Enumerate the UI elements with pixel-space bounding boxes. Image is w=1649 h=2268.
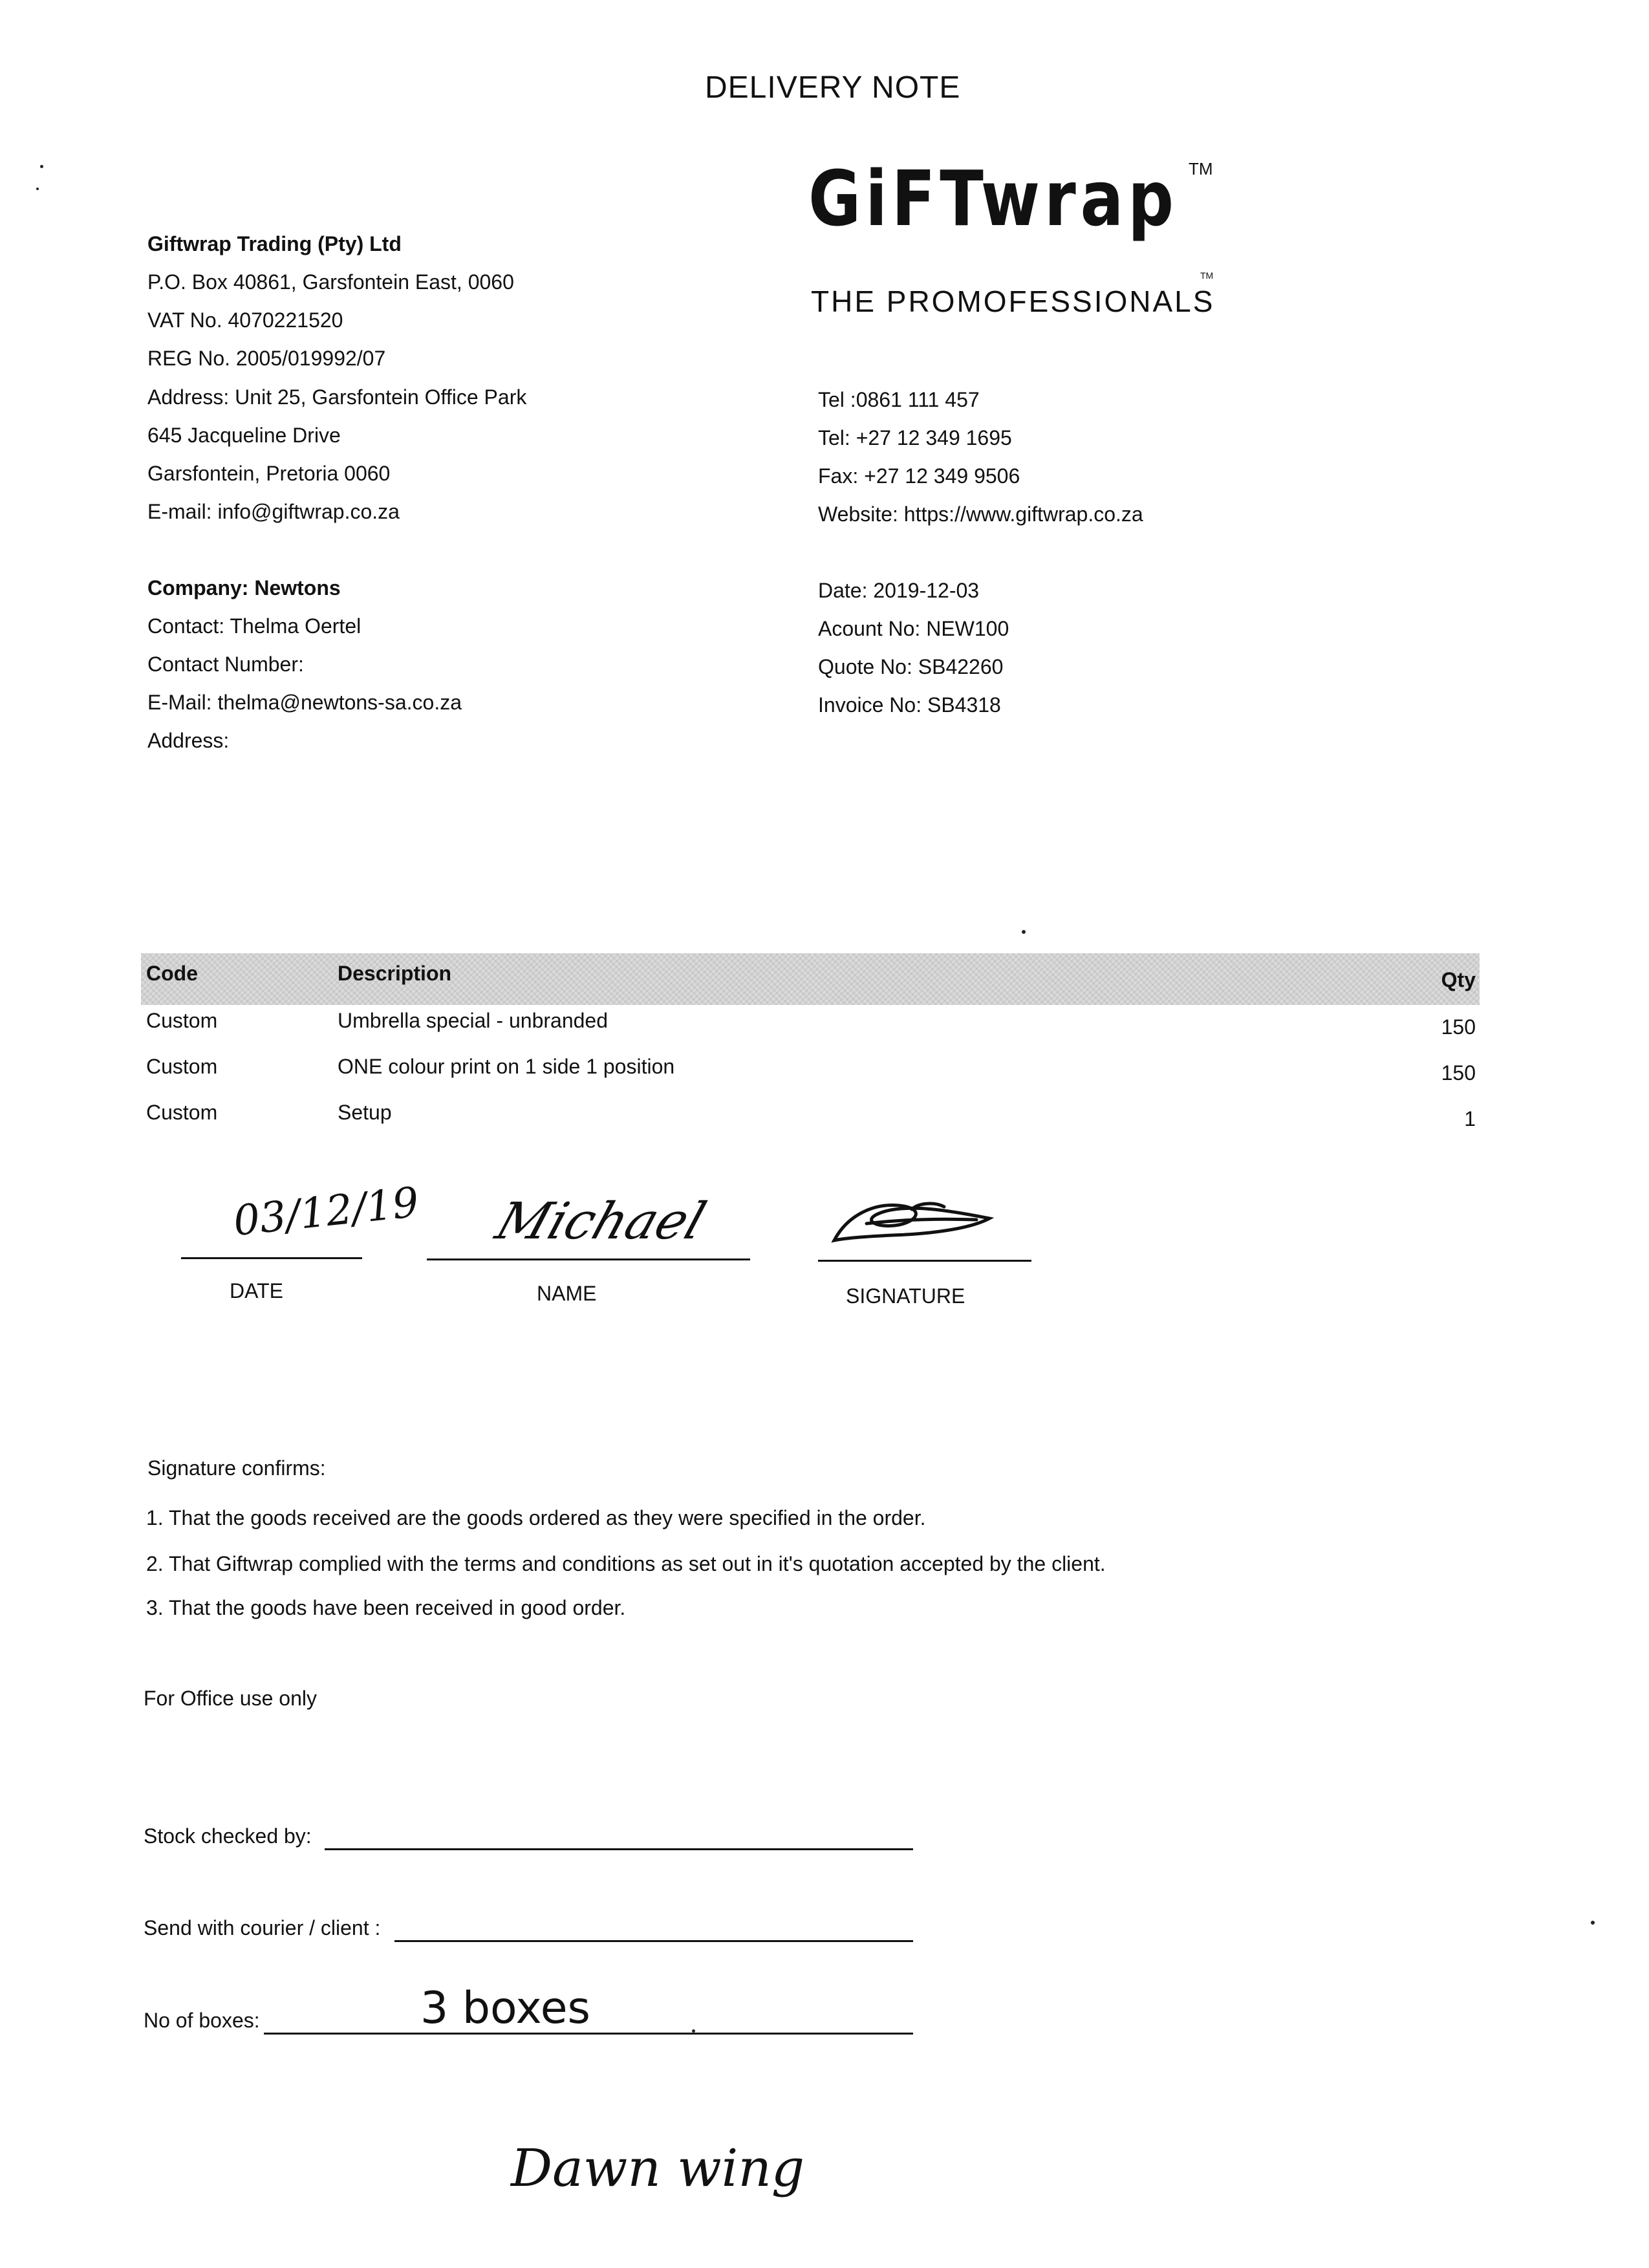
office-use-heading: For Office use only [144,1687,317,1710]
giftwrap-logo-wordmark: GiFTwrap [808,154,1178,243]
handwritten-date-text: 03/12/19 [231,1178,422,1246]
scan-speck [1591,1921,1595,1925]
cell-code: Custom [146,1055,218,1078]
header-code: Code [146,962,198,985]
doc-account: Acount No: NEW100 [818,617,1009,640]
stock-checked-label: Stock checked by: [144,1824,312,1848]
send-with-line [394,1940,913,1942]
cell-code: Custom [146,1009,218,1032]
signature-mark [821,1183,1015,1261]
signature-line [818,1260,1031,1262]
handwritten-boxes-text: 3 boxes [420,1983,590,2034]
scan-speck [1022,930,1026,934]
confirmation-heading: Signature confirms: [147,1456,326,1480]
name-label: NAME [537,1282,597,1305]
sender-email: E-mail: info@giftwrap.co.za [147,500,400,523]
cell-qty: 1 [1464,1107,1476,1130]
table-row [0,1008,1649,1040]
sender-vat: VAT No. 4070221520 [147,308,343,332]
handwritten-name-text: Michael [489,1191,713,1251]
boxes-label: No of boxes: [144,2009,260,2032]
scan-speck [40,165,43,168]
cell-qty: 150 [1441,1015,1476,1039]
cell-description: Setup [338,1101,392,1124]
send-with-label: Send with courier / client : [144,1916,381,1939]
customer-contact: Contact: Thelma Oertel [147,614,361,638]
logo-tagline: THE PROMOFESSIONALS [811,285,1215,318]
customer-company: Company: Newtons [147,576,341,599]
scan-speck [36,188,39,190]
table-row [0,1053,1649,1086]
sender-address-line2: 645 Jacqueline Drive [147,424,341,447]
sender-name: Giftwrap Trading (Pty) Ltd [147,232,402,255]
customer-email: E-Mail: thelma@newtons-sa.co.za [147,691,462,714]
sender-address-line3: Garsfontein, Pretoria 0060 [147,462,391,485]
document-title: DELIVERY NOTE [705,70,961,105]
header-qty: Qty [1441,968,1476,991]
tel-1: Tel :0861 111 457 [818,388,980,411]
handwritten-courier [504,2128,867,2212]
fax: Fax: +27 12 349 9506 [818,464,1020,488]
stock-checked-line [325,1848,913,1850]
header-description: Description [338,962,452,985]
tagline-trademark: TM [1200,270,1214,281]
handwritten-name [489,1183,713,1261]
customer-contact-number: Contact Number: [147,653,304,676]
cell-qty: 150 [1441,1061,1476,1085]
doc-quote: Quote No: SB42260 [818,655,1004,678]
cell-code: Custom [146,1101,218,1124]
doc-date: Date: 2019-12-03 [818,579,980,602]
logo-trademark: TM [1189,159,1213,178]
confirmation-item: 1. That the goods received are the goods ordered as they were specified in the order. [146,1506,926,1529]
handwritten-boxes [414,1972,621,2044]
signature-label: SIGNATURE [846,1284,965,1308]
handwritten-date [220,1164,422,1255]
doc-invoice: Invoice No: SB4318 [818,693,1001,717]
date-label: DATE [230,1279,283,1302]
scan-speck [692,2029,695,2033]
tel-2: Tel: +27 12 349 1695 [818,426,1012,449]
confirmation-item: 2. That Giftwrap complied with the terms and conditions as set out in it's quotation accepted by the client. [146,1552,1106,1575]
sender-reg: REG No. 2005/019992/07 [147,347,386,370]
handwritten-courier-text: Dawn wing [511,2138,805,2198]
cell-description: ONE colour print on 1 side 1 position [338,1055,675,1078]
website: Website: https://www.giftwrap.co.za [818,502,1143,526]
date-line [181,1257,362,1259]
sender-address-line1: Address: Unit 25, Garsfontein Office Park [147,385,527,409]
cell-description: Umbrella special - unbranded [338,1009,608,1032]
sender-po-box: P.O. Box 40861, Garsfontein East, 0060 [147,270,514,294]
table-row [0,1099,1649,1132]
confirmation-item: 3. That the goods have been received in good order. [146,1596,626,1619]
name-line [427,1258,750,1260]
customer-address: Address: [147,729,230,752]
